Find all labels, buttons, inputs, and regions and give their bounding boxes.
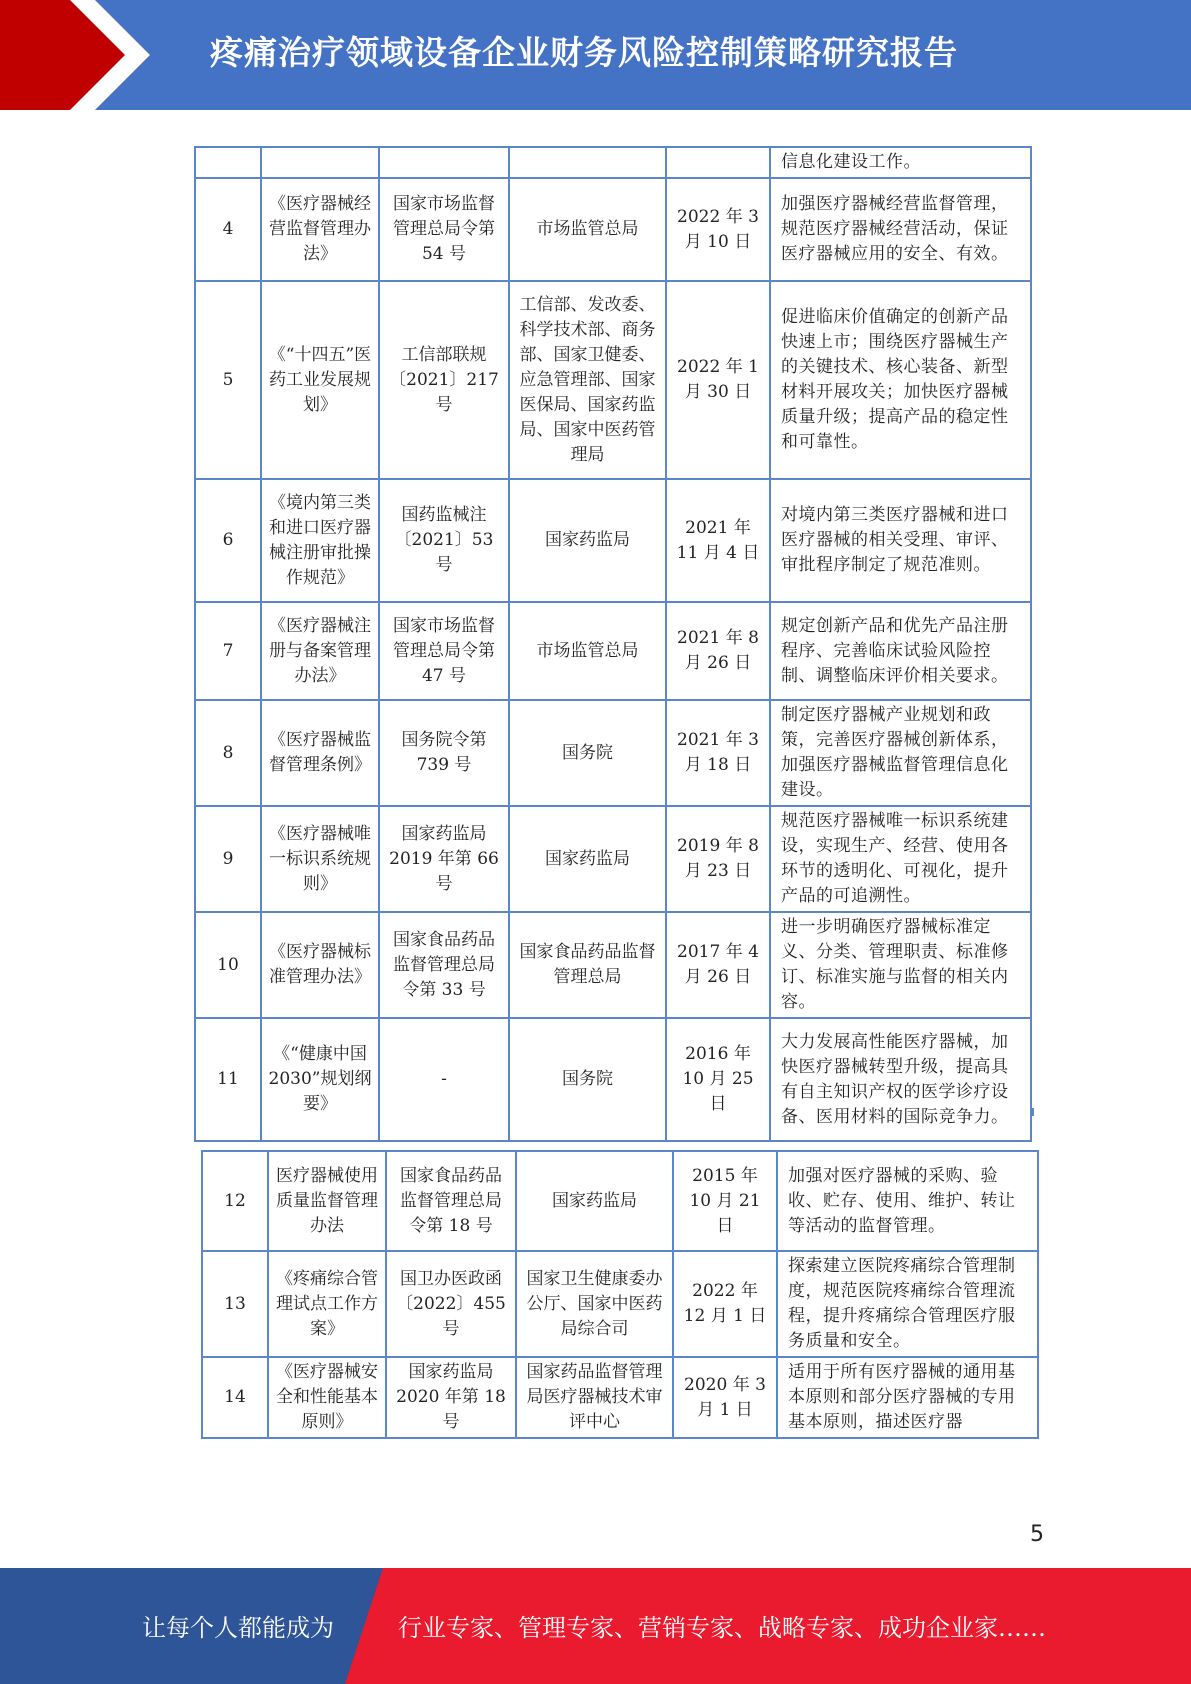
cell-name: 《医疗器械注册与备案管理办法》 bbox=[261, 602, 379, 700]
cell-no: 8 bbox=[195, 700, 261, 806]
cell-date: 2022 年 3 月 10 日 bbox=[666, 178, 770, 281]
cell-desc: 大力发展高性能医疗器械，加快医疗器械转型升级，提高具有自主知识产权的医学诊疗设备、医用材料的国际竞争力。 bbox=[770, 1018, 1031, 1141]
cell-doc: 国卫办医政函〔2022〕455 号 bbox=[386, 1251, 516, 1357]
cell-doc: 国家食品药品监督管理总局令第 18 号 bbox=[386, 1151, 516, 1251]
cell-doc: 国家市场监督管理总局令第 47 号 bbox=[379, 602, 509, 700]
cell-date: 2021 年 11 月 4 日 bbox=[666, 479, 770, 602]
table-row bbox=[195, 602, 1031, 700]
table-continuation-marks bbox=[194, 1108, 1034, 1116]
cell-desc: 加强对医疗器械的采购、验收、贮存、使用、维护、转让等活动的监督管理。 bbox=[777, 1151, 1038, 1251]
cell-no: 4 bbox=[195, 178, 261, 281]
table-row bbox=[202, 1151, 1038, 1251]
cell-desc: 适用于所有医疗器械的通用基本原则和部分医疗器械的专用基本原则，描述医疗器 bbox=[777, 1357, 1038, 1438]
cell-no: 6 bbox=[195, 479, 261, 602]
page-footer bbox=[0, 1568, 1191, 1684]
cell-doc: 国务院令第 739 号 bbox=[379, 700, 509, 806]
cell-issuer: 国家药监局 bbox=[509, 479, 666, 602]
table-row bbox=[195, 912, 1031, 1018]
policy-table-part-1 bbox=[194, 146, 1032, 1142]
cell-date: 2022 年 1 月 30 日 bbox=[666, 281, 770, 479]
cell-date: 2020 年 3 月 1 日 bbox=[673, 1357, 777, 1438]
cell-no: 10 bbox=[195, 912, 261, 1018]
table-row bbox=[202, 1251, 1038, 1357]
cell-no: 13 bbox=[202, 1251, 268, 1357]
cell-no: 14 bbox=[202, 1357, 268, 1438]
cell-no: 11 bbox=[195, 1018, 261, 1141]
footer-slogan-left: 让每个人都能成为 bbox=[142, 1614, 334, 1642]
cell-desc: 规定创新产品和优先产品注册程序、完善临床试验风险控制、调整临床评价相关要求。 bbox=[770, 602, 1031, 700]
cell-doc: 国药监械注〔2021〕53 号 bbox=[379, 479, 509, 602]
cell-name: 医疗器械使用质量监督管理办法 bbox=[268, 1151, 386, 1251]
cell-doc: 国家市场监督管理总局令第 54 号 bbox=[379, 178, 509, 281]
cell-issuer: 国家药监局 bbox=[516, 1151, 673, 1251]
cell-name: 《医疗器械标准管理办法》 bbox=[261, 912, 379, 1018]
cell-issuer: 国务院 bbox=[509, 1018, 666, 1141]
footer-slogan-right: 行业专家、管理专家、营销专家、战略专家、成功企业家…… bbox=[398, 1614, 1046, 1642]
cell-doc: 国家药监局 2019 年第 66 号 bbox=[379, 806, 509, 912]
cell-desc: 信息化建设工作。 bbox=[770, 147, 1031, 178]
cell-desc: 进一步明确医疗器械标准定义、分类、管理职责、标准修订、标准实施与监督的相关内容。 bbox=[770, 912, 1031, 1018]
cell-no: 5 bbox=[195, 281, 261, 479]
cell-name: 《“十四五”医药工业发展规划》 bbox=[261, 281, 379, 479]
cell-desc: 促进临床价值确定的创新产品快速上市；围绕医疗器械生产的关键技术、核心装备、新型材料开展攻关；加快医疗器械质量升级；提高产品的稳定性和可靠性。 bbox=[770, 281, 1031, 479]
cell-date: 2015 年 10 月 21 日 bbox=[673, 1151, 777, 1251]
cell-desc: 探索建立医院疼痛综合管理制度，规范医院疼痛综合管理流程，提升疼痛综合管理医疗服务质量和安全。 bbox=[777, 1251, 1038, 1357]
cell-no: 12 bbox=[202, 1151, 268, 1251]
table-row bbox=[195, 479, 1031, 602]
cell-issuer: 国家药品监督管理局医疗器械技术审评中心 bbox=[516, 1357, 673, 1438]
cell-issuer: 工信部、发改委、科学技术部、商务部、国家卫健委、应急管理部、国家医保局、国家药监局、国家中医药管理局 bbox=[509, 281, 666, 479]
cell-doc: 国家食品药品监督管理总局令第 33 号 bbox=[379, 912, 509, 1018]
table-row bbox=[195, 700, 1031, 806]
cell-no: 9 bbox=[195, 806, 261, 912]
cell-name: 《“健康中国 2030”规划纲要》 bbox=[261, 1018, 379, 1141]
table-row bbox=[195, 806, 1031, 912]
table-row bbox=[195, 281, 1031, 479]
cell-issuer: 国家卫生健康委办公厅、国家中医药局综合司 bbox=[516, 1251, 673, 1357]
cell-name: 《医疗器械安全和性能基本原则》 bbox=[268, 1357, 386, 1438]
cell-name: 《医疗器械监督管理条例》 bbox=[261, 700, 379, 806]
cell-desc: 对境内第三类医疗器械和进口医疗器械的相关受理、审评、审批程序制定了规范准则。 bbox=[770, 479, 1031, 602]
page-number: 5 bbox=[1030, 1522, 1044, 1547]
cell-name: 《疼痛综合管理试点工作方案》 bbox=[268, 1251, 386, 1357]
cell-desc: 制定医疗器械产业规划和政策，完善医疗器械创新体系，加强医疗器械监督管理信息化建设。 bbox=[770, 700, 1031, 806]
cell-desc: 规范医疗器械唯一标识系统建设，实现生产、经营、使用各环节的透明化、可视化，提升产品的可追溯性。 bbox=[770, 806, 1031, 912]
cell-doc: - bbox=[379, 1018, 509, 1141]
table-row bbox=[202, 1357, 1038, 1438]
cell-date: 2016 年 10 月 25 日 bbox=[666, 1018, 770, 1141]
table-row bbox=[195, 147, 1031, 178]
policy-table-part-2 bbox=[201, 1150, 1039, 1439]
report-title: 疼痛治疗领域设备企业财务风险控制策略研究报告 bbox=[210, 33, 958, 72]
cell-no: 7 bbox=[195, 602, 261, 700]
cell-desc: 加强医疗器械经营监督管理，规范医疗器械经营活动，保证医疗器械应用的安全、有效。 bbox=[770, 178, 1031, 281]
cell-name: 《医疗器械经营监督管理办法》 bbox=[261, 178, 379, 281]
cell-issuer: 国家药监局 bbox=[509, 806, 666, 912]
cell-name: 《境内第三类和进口医疗器械注册审批操作规范》 bbox=[261, 479, 379, 602]
cell-date: 2021 年 8 月 26 日 bbox=[666, 602, 770, 700]
cell-issuer: 国务院 bbox=[509, 700, 666, 806]
cell-doc: 工信部联规〔2021〕217 号 bbox=[379, 281, 509, 479]
cell-issuer: 市场监管总局 bbox=[509, 178, 666, 281]
cell-issuer: 国家食品药品监督管理总局 bbox=[509, 912, 666, 1018]
cell-date: 2017 年 4 月 26 日 bbox=[666, 912, 770, 1018]
cell-issuer: 市场监管总局 bbox=[509, 602, 666, 700]
table-row bbox=[195, 1018, 1031, 1141]
table-row bbox=[195, 178, 1031, 281]
cell-date: 2019 年 8 月 23 日 bbox=[666, 806, 770, 912]
page-header bbox=[0, 0, 1191, 110]
cell-doc: 国家药监局 2020 年第 18 号 bbox=[386, 1357, 516, 1438]
cell-date: 2022 年 12 月 1 日 bbox=[673, 1251, 777, 1357]
cell-date: 2021 年 3 月 18 日 bbox=[666, 700, 770, 806]
cell-name: 《医疗器械唯一标识系统规则》 bbox=[261, 806, 379, 912]
